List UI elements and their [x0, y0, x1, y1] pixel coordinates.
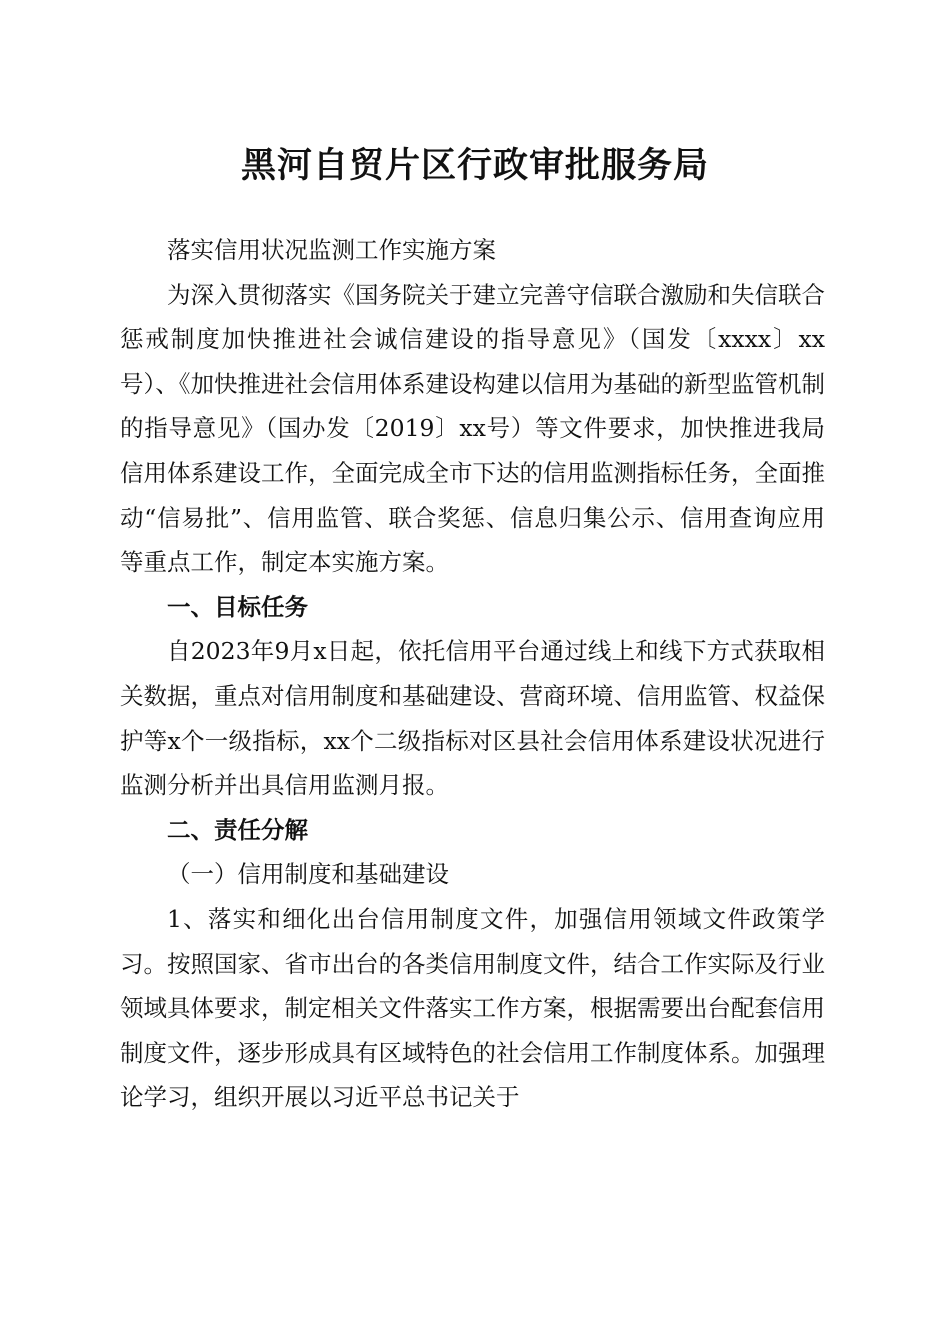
intro-paragraph: 为深入贯彻落实《国务院关于建立完善守信联合激励和失信联合惩戒制度加快推进社会诚信建设的指导意见》（国发〔xxxx〕xx号）、《加快推进社会信用体系建设构建以信用为基础的新型监管机制的指导意见》（国办发〔2019〕xx号）等文件要求，加快推进我局信用体系建设工作，全面完成全市下达的信用监测指标任务，全面推动“信易批”、信用监管、联合奖惩、信息归集公示、信用查询应用等重点工作，制定本实施方案。	[120, 280, 825, 577]
section-1-heading: 一、目标任务	[167, 592, 308, 621]
document-body	[120, 228, 825, 1120]
subsection-1-heading: （一）信用制度和基础建设	[167, 860, 449, 889]
section-1-paragraph: 自2023年9月x日起，依托信用平台通过线上和线下方式获取相关数据，重点对信用制度和基础建设、营商环境、信用监管、权益保护等x个一级指标，xx个二级指标对区县社会信用体系建设状况进行监测分析并出具信用监测月报。	[120, 637, 825, 800]
header-title: 黑河自贸片区行政审批服务局	[240, 145, 709, 186]
section-2-heading: 二、责任分解	[167, 815, 308, 844]
item-1-paragraph: 1、落实和细化出台信用制度文件，加强信用领域文件政策学习。按照国家、省市出台的各类信用制度文件，结合工作实际及行业领域具体要求，制定相关文件落实工作方案，根据需要出台配套信用制度文件，逐步形成具有区域特色的社会信用工作制度体系。加强理论学习，组织开展以习近平总书记关于	[120, 904, 825, 1112]
doc-title: 落实信用状况监测工作实施方案	[167, 236, 496, 264]
